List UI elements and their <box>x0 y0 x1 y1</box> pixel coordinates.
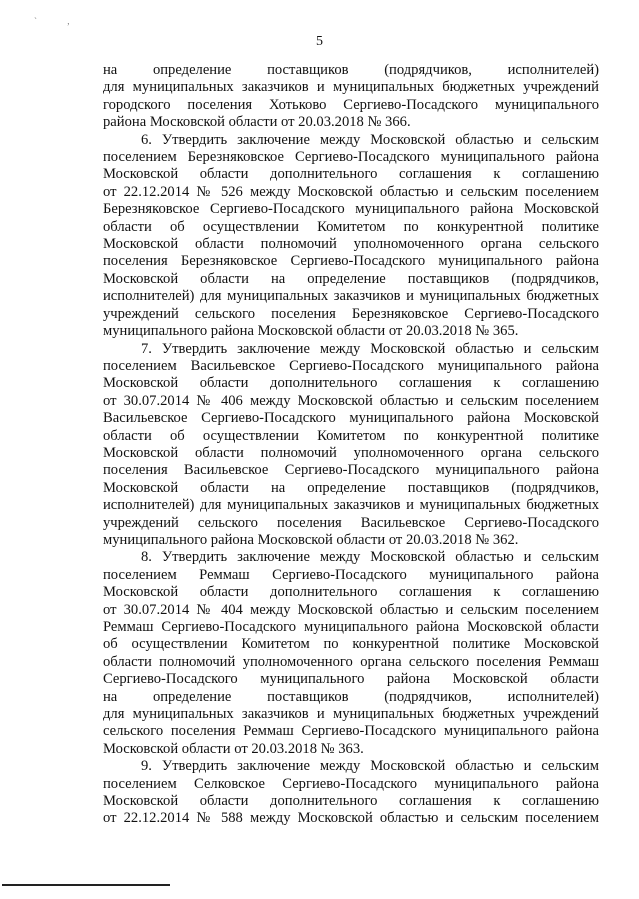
text-line: для муниципальных заказчиков и муниципальных бюджетных учреждений <box>103 706 599 723</box>
text-line: 6. Утвердить заключение между Московской областью и сельским <box>141 131 599 148</box>
footer-rule <box>2 884 170 886</box>
text-line: поселения Васильевское Сергиево-Посадского муниципального района <box>103 462 599 479</box>
text-line: от 30.07.2014 № 406 между Московской областью и сельским поселением <box>103 392 599 409</box>
document-body <box>103 62 599 828</box>
text-line: городского поселения Хотьково Сергиево-Посадского муниципального <box>103 96 599 113</box>
text-line: Московской области дополнительного соглашения к соглашению <box>103 793 599 810</box>
text-line: 9. Утвердить заключение между Московской областью и сельским <box>141 758 599 775</box>
text-line: Московской области дополнительного соглашения к соглашению <box>103 166 599 183</box>
text-line: Московской области на определение поставщиков (подрядчиков, <box>103 270 599 287</box>
text-line: муниципального района Московской области от 20.03.2018 № 362. <box>103 531 519 548</box>
text-line: на определение поставщиков (подрядчиков, исполнителей) <box>103 62 599 78</box>
text-line: Московской области на определение поставщиков (подрядчиков, <box>103 479 599 496</box>
text-line: Васильевское Сергиево-Посадского муниципального района Московской <box>103 410 599 427</box>
text-line: Реммаш Сергиево-Посадского муниципального района Московской области <box>103 619 599 635</box>
text-line: учреждений сельского поселения Березняковское Сергиево-Посадского <box>103 305 599 322</box>
text-line: Березняковское Сергиево-Посадского муниципального района Московской <box>103 201 599 218</box>
text-line: исполнителей) для муниципальных заказчиков и муниципальных бюджетных <box>103 288 599 305</box>
text-line: Московской области полномочий уполномоченного органа сельского <box>103 236 599 253</box>
text-line: от 22.12.2014 № 588 между Московской областью и сельским поселением <box>103 810 599 827</box>
text-line: области полномочий уполномоченного органа сельского поселения Реммаш <box>103 653 599 670</box>
text-line: поселением Васильевское Сергиево-Посадского муниципального района <box>103 357 599 374</box>
text-line: учреждений сельского поселения Васильевское Сергиево-Посадского <box>103 514 599 531</box>
text-line: 8. Утвердить заключение между Московской областью и сельским <box>141 549 599 566</box>
text-line: поселением Реммаш Сергиево-Посадского муниципального района <box>103 566 599 583</box>
text-line: муниципального района Московской области от 20.03.2018 № 365. <box>103 323 519 340</box>
text-line: поселением Березняковское Сергиево-Посадского муниципального района <box>103 149 599 166</box>
text-line: Московской области от 20.03.2018 № 363. <box>103 740 364 757</box>
text-line: исполнителей) для муниципальных заказчиков и муниципальных бюджетных <box>103 497 599 514</box>
page-number: 5 <box>316 34 323 49</box>
text-line: на определение поставщиков (подрядчиков, исполнителей) <box>103 688 599 705</box>
text-line: от 30.07.2014 № 404 между Московской областью и сельским поселением <box>103 601 599 618</box>
text-line: области об осуществлении Комитетом по конкурентной политике <box>103 427 599 444</box>
text-line: поселения Березняковское Сергиево-Посадского муниципального района <box>103 253 599 270</box>
text-line: об осуществлении Комитетом по конкурентной политике Московской <box>103 636 599 653</box>
text-line: Московской области дополнительного соглашения к соглашению <box>103 584 599 601</box>
text-line: Московской области полномочий уполномоченного органа сельского <box>103 444 599 461</box>
text-line: для муниципальных заказчиков и муниципальных бюджетных учреждений <box>103 79 599 96</box>
text-line: Сергиево-Посадского муниципального района Московской области <box>103 671 599 688</box>
scan-specks: ` , <box>34 16 84 26</box>
text-line: от 22.12.2014 № 526 между Московской областью и сельским поселением <box>103 183 599 200</box>
text-line: сельского поселения Реммаш Сергиево-Посадского муниципального района <box>103 723 599 740</box>
text-line: области об осуществлении Комитетом по конкурентной политике <box>103 218 599 235</box>
text-line: 7. Утвердить заключение между Московской областью и сельским <box>141 340 599 357</box>
text-line: района Московской области от 20.03.2018 № 366. <box>103 114 411 131</box>
text-line: поселением Селковское Сергиево-Посадского муниципального района <box>103 775 599 792</box>
text-line: Московской области дополнительного соглашения к соглашению <box>103 375 599 392</box>
